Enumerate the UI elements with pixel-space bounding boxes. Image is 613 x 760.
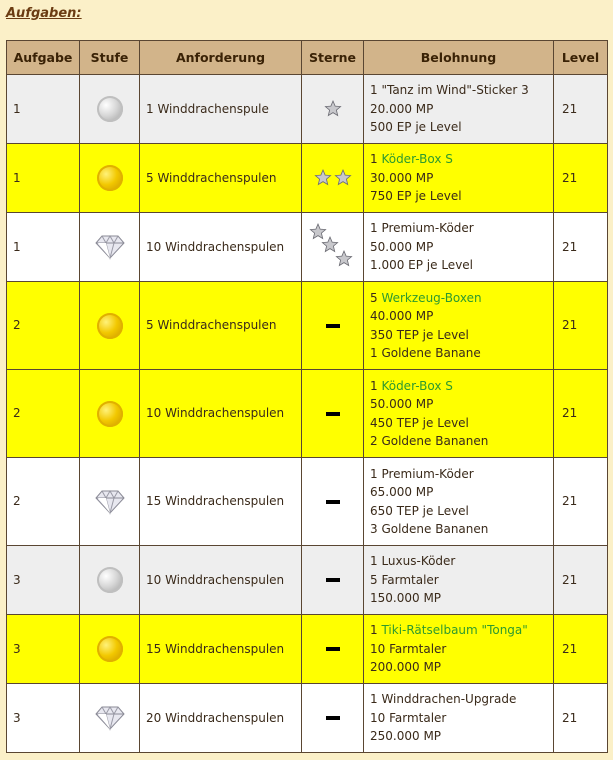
cell-stufe xyxy=(80,282,140,370)
cell-aufgabe: 2 xyxy=(7,458,80,546)
reward-text: 1 xyxy=(370,378,382,393)
reward-text: 350 TEP je Level xyxy=(370,327,469,342)
cell-stufe xyxy=(80,615,140,684)
reward-line xyxy=(370,100,547,119)
cell-level: 21 xyxy=(554,684,608,753)
table-row xyxy=(7,144,608,213)
reward-text: 1 Luxus-Köder xyxy=(370,554,456,569)
header-aufgabe: Aufgabe xyxy=(7,41,80,75)
reward-line xyxy=(370,150,547,169)
star-icon xyxy=(335,170,350,184)
reward-text: 10 Farmtaler xyxy=(370,710,447,725)
cell-stufe xyxy=(80,144,140,213)
reward-text: 50.000 MP xyxy=(370,239,434,254)
reward-text: 20.000 MP xyxy=(370,101,434,116)
reward-line xyxy=(370,219,547,238)
reward-line xyxy=(370,465,547,484)
star-icon xyxy=(336,251,351,265)
cell-aufgabe: 1 xyxy=(7,75,80,144)
header-anforderung: Anforderung xyxy=(140,41,302,75)
cell-stufe xyxy=(80,458,140,546)
reward-line xyxy=(370,414,547,433)
cell-belohnung xyxy=(364,546,554,615)
table-row xyxy=(7,458,608,546)
cell-belohnung xyxy=(364,458,554,546)
no-stars-dash-icon xyxy=(326,647,340,651)
reward-text: 1 "Tanz im Wind"-Sticker 3 xyxy=(370,83,529,98)
cell-level: 21 xyxy=(554,282,608,370)
no-stars-dash-icon xyxy=(326,578,340,582)
reward-line xyxy=(370,502,547,521)
table-row xyxy=(7,370,608,458)
cell-stufe xyxy=(80,75,140,144)
cell-anforderung: 1 Winddrachenspule xyxy=(140,75,302,144)
stars-icon xyxy=(322,98,344,120)
table-row xyxy=(7,615,608,684)
reward-line xyxy=(370,187,547,206)
reward-line xyxy=(370,432,547,451)
cell-anforderung: 15 Winddrachenspulen xyxy=(140,458,302,546)
reward-link[interactable]: Werkzeug-Boxen xyxy=(381,290,482,305)
no-stars-dash-icon xyxy=(326,716,340,720)
tasks-table xyxy=(6,40,608,753)
reward-text: 750 EP je Level xyxy=(370,189,462,204)
reward-text: 1.000 EP je Level xyxy=(370,258,474,273)
star-icon xyxy=(322,237,337,251)
no-stars-dash-icon xyxy=(326,412,340,416)
reward-line xyxy=(370,118,547,137)
reward-text: 65.000 MP xyxy=(370,485,434,499)
cell-sterne xyxy=(302,282,364,370)
reward-line xyxy=(370,552,547,571)
stars-icon xyxy=(308,222,358,272)
cell-belohnung xyxy=(364,615,554,684)
cell-anforderung: 20 Winddrachenspulen xyxy=(140,684,302,753)
table-row xyxy=(7,684,608,753)
reward-text: 450 TEP je Level xyxy=(370,415,469,430)
cell-level: 21 xyxy=(554,615,608,684)
header-stufe: Stufe xyxy=(80,41,140,75)
header-belohnung: Belohnung xyxy=(364,41,554,75)
gold-coin-icon xyxy=(97,313,123,339)
cell-level: 21 xyxy=(554,144,608,213)
star-icon xyxy=(325,101,340,115)
cell-aufgabe: 2 xyxy=(7,370,80,458)
cell-level: 21 xyxy=(554,213,608,282)
cell-level: 21 xyxy=(554,370,608,458)
cell-stufe xyxy=(80,213,140,282)
reward-text: 1 Premium-Köder xyxy=(370,221,474,236)
reward-line xyxy=(370,307,547,326)
reward-line xyxy=(370,289,547,308)
cell-stufe xyxy=(80,370,140,458)
reward-text: 10 Farmtaler xyxy=(370,641,447,656)
reward-text: 5 Farmtaler xyxy=(370,572,439,587)
reward-line xyxy=(370,589,547,608)
diamond-icon xyxy=(95,234,125,260)
star-icon xyxy=(310,224,325,238)
cell-sterne xyxy=(302,684,364,753)
gold-coin-icon xyxy=(97,636,123,662)
reward-text: 5 xyxy=(370,290,382,305)
cell-belohnung xyxy=(364,370,554,458)
reward-line xyxy=(370,169,547,188)
reward-line xyxy=(370,690,547,709)
cell-anforderung: 10 Winddrachenspulen xyxy=(140,213,302,282)
reward-text: 1 xyxy=(370,152,382,167)
reward-line xyxy=(370,377,547,396)
cell-level: 21 xyxy=(554,546,608,615)
table-body xyxy=(7,75,608,753)
reward-line xyxy=(370,81,547,100)
table-row xyxy=(7,546,608,615)
cell-aufgabe: 2 xyxy=(7,282,80,370)
header-sterne: Sterne xyxy=(302,41,364,75)
silver-coin-icon xyxy=(97,96,123,122)
header-row xyxy=(7,41,608,75)
reward-text: 40.000 MP xyxy=(370,309,434,323)
reward-text: 250.000 MP xyxy=(370,729,442,744)
reward-text: 50.000 MP xyxy=(370,397,434,411)
cell-sterne xyxy=(302,370,364,458)
cell-belohnung xyxy=(364,684,554,753)
reward-line xyxy=(370,344,547,363)
reward-text: 2 Goldene Bananen xyxy=(370,434,489,448)
cell-belohnung xyxy=(364,75,554,144)
reward-line xyxy=(370,621,547,640)
cell-sterne xyxy=(302,546,364,615)
table-row xyxy=(7,75,608,144)
cell-aufgabe: 3 xyxy=(7,684,80,753)
table-row xyxy=(7,282,608,370)
reward-link[interactable]: Köder-Box S xyxy=(381,378,453,393)
stars-icon xyxy=(313,167,353,189)
reward-line xyxy=(370,395,547,414)
cell-level: 21 xyxy=(554,75,608,144)
reward-text: 1 Premium-Köder xyxy=(370,466,474,481)
table-row xyxy=(7,213,608,282)
cell-sterne xyxy=(302,144,364,213)
reward-line xyxy=(370,483,547,502)
reward-text: 150.000 MP xyxy=(370,591,442,606)
page-heading: Aufgaben: xyxy=(6,6,82,21)
reward-text: 3 Goldene Bananen xyxy=(370,522,489,536)
reward-line xyxy=(370,658,547,677)
cell-anforderung: 5 Winddrachenspulen xyxy=(140,144,302,213)
reward-line xyxy=(370,571,547,590)
cell-anforderung: 10 Winddrachenspulen xyxy=(140,546,302,615)
reward-line xyxy=(370,727,547,746)
cell-anforderung: 10 Winddrachenspulen xyxy=(140,370,302,458)
reward-text: 30.000 MP xyxy=(370,170,434,185)
diamond-icon xyxy=(95,489,125,515)
gold-coin-icon xyxy=(97,165,123,191)
cell-anforderung: 15 Winddrachenspulen xyxy=(140,615,302,684)
reward-line xyxy=(370,640,547,659)
reward-line xyxy=(370,709,547,728)
reward-text: 200.000 MP xyxy=(370,660,442,675)
no-stars-dash-icon xyxy=(326,324,340,328)
reward-line xyxy=(370,238,547,257)
reward-text: 500 EP je Level xyxy=(370,120,462,135)
header-level: Level xyxy=(554,41,608,75)
cell-aufgabe: 1 xyxy=(7,144,80,213)
cell-aufgabe: 1 xyxy=(7,213,80,282)
star-icon xyxy=(315,170,330,184)
reward-line xyxy=(370,326,547,345)
reward-text: 650 TEP je Level xyxy=(370,503,469,518)
reward-text: 1 Goldene Banane xyxy=(370,346,481,360)
no-stars-dash-icon xyxy=(326,500,340,504)
silver-coin-icon xyxy=(97,567,123,593)
cell-sterne xyxy=(302,75,364,144)
reward-link[interactable]: Tiki-Rätselbaum "Tonga" xyxy=(381,623,528,638)
reward-link[interactable]: Köder-Box S xyxy=(381,152,453,167)
cell-stufe xyxy=(80,684,140,753)
cell-sterne xyxy=(302,213,364,282)
reward-text: 1 xyxy=(370,623,382,638)
reward-line xyxy=(370,520,547,539)
diamond-icon xyxy=(95,705,125,731)
cell-aufgabe: 3 xyxy=(7,546,80,615)
cell-sterne xyxy=(302,458,364,546)
cell-belohnung xyxy=(364,144,554,213)
cell-sterne xyxy=(302,615,364,684)
reward-line xyxy=(370,256,547,275)
cell-anforderung: 5 Winddrachenspulen xyxy=(140,282,302,370)
gold-coin-icon xyxy=(97,401,123,427)
cell-level: 21 xyxy=(554,458,608,546)
cell-belohnung xyxy=(364,213,554,282)
reward-text: 1 Winddrachen-Upgrade xyxy=(370,692,517,707)
cell-aufgabe: 3 xyxy=(7,615,80,684)
cell-belohnung xyxy=(364,282,554,370)
cell-stufe xyxy=(80,546,140,615)
